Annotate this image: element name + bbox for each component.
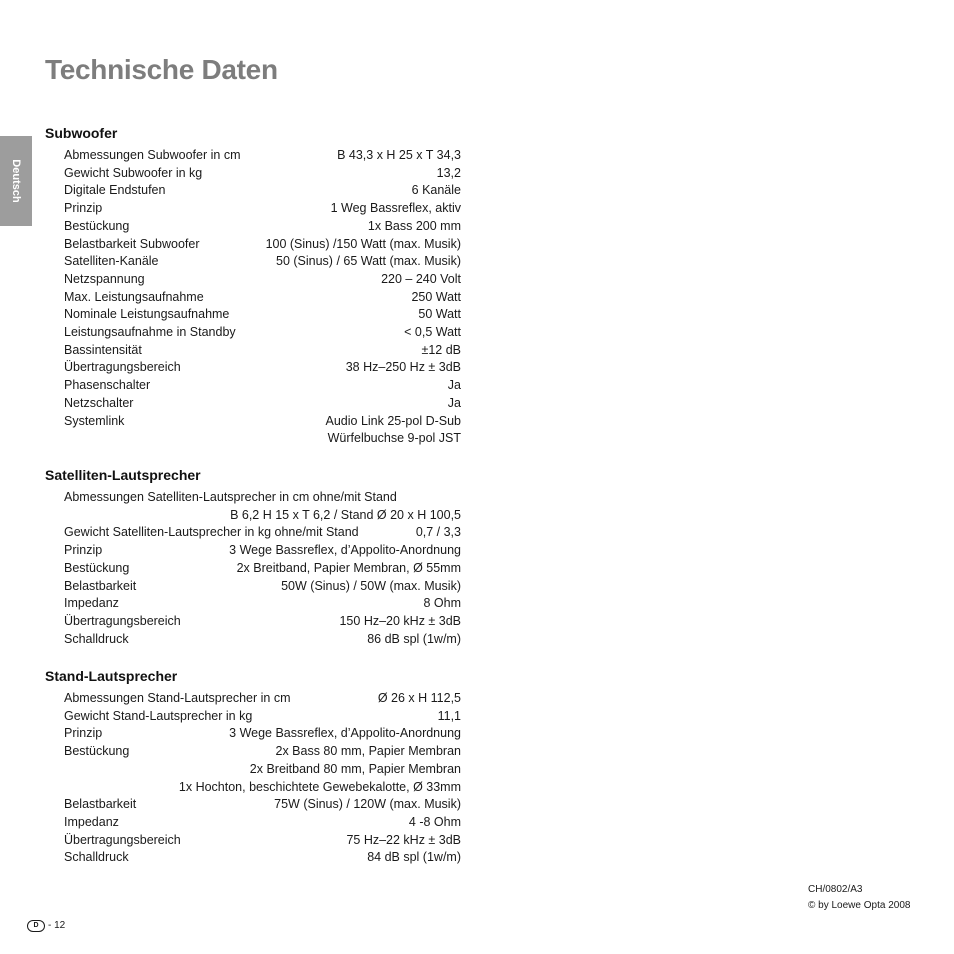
- spec-label: Übertragungsbereich: [64, 832, 181, 847]
- spec-row: [64, 760, 461, 778]
- spec-value: 2x Bass 80 mm, Papier Membran: [275, 744, 461, 759]
- spec-label: Bestückung: [64, 560, 130, 575]
- spec-value: 38 Hz–250 Hz ± 3dB: [345, 360, 461, 375]
- section-heading-satelliten: Satelliten-Lautsprecher: [45, 467, 201, 483]
- spec-row: [64, 506, 461, 524]
- spec-value: 250 Watt: [411, 289, 461, 304]
- spec-value: 2x Breitband 80 mm, Papier Membran: [249, 761, 461, 776]
- spec-row: [64, 541, 461, 559]
- spec-label: Schalldruck: [64, 850, 129, 865]
- spec-label: Max. Leistungsaufnahme: [64, 289, 204, 304]
- spec-row: [64, 689, 461, 707]
- spec-value: 86 dB spl (1w/m): [367, 631, 461, 646]
- spec-row: [64, 594, 461, 612]
- spec-row: [64, 577, 461, 595]
- spec-row: [64, 270, 461, 288]
- spec-value: 1 Weg Bassreflex, aktiv: [330, 201, 461, 216]
- spec-row: [64, 612, 461, 630]
- spec-row: [64, 199, 461, 217]
- spec-value: 75W (Sinus) / 120W (max. Musik): [274, 797, 461, 812]
- spec-value: 50W (Sinus) / 50W (max. Musik): [281, 578, 461, 593]
- language-badge: D: [27, 920, 45, 932]
- spec-value: 50 Watt: [418, 307, 461, 322]
- spec-value: Audio Link 25-pol D-Sub: [325, 413, 461, 428]
- spec-row: [64, 164, 461, 182]
- spec-row: [64, 848, 461, 866]
- page-title: Technische Daten: [45, 54, 278, 85]
- spec-value: Ja: [447, 378, 461, 393]
- copyright-line: © by Loewe Opta 2008: [808, 900, 911, 911]
- spec-row: [64, 146, 461, 164]
- document-code: [808, 882, 910, 914]
- section-heading-stand: Stand-Lautsprecher: [45, 668, 178, 684]
- spec-row: [64, 559, 461, 577]
- spec-label: Belastbarkeit: [64, 797, 137, 812]
- spec-row: [64, 358, 461, 376]
- spec-label: Leistungsaufnahme in Standby: [64, 325, 236, 339]
- spec-label: Abmessungen Stand-Lautsprecher in cm: [64, 691, 291, 705]
- spec-value: ±12 dB: [421, 342, 461, 357]
- spec-row: [64, 394, 461, 412]
- spec-value: 100 (Sinus) /150 Watt (max. Musik): [265, 236, 461, 251]
- spec-label: Gewicht Stand-Lautsprecher in kg: [64, 708, 253, 723]
- spec-row: [64, 742, 461, 760]
- spec-label: Bestückung: [64, 218, 130, 233]
- spec-row: [64, 341, 461, 359]
- spec-value: 50 (Sinus) / 65 Watt (max. Musik): [276, 254, 461, 269]
- spec-label: Bassintensität: [64, 342, 142, 357]
- spec-row: [64, 724, 461, 742]
- spec-label: Belastbarkeit: [64, 578, 137, 593]
- spec-label: Systemlink: [64, 413, 125, 428]
- spec-row: [64, 217, 461, 235]
- spec-row: [64, 412, 461, 430]
- spec-value: 150 Hz–20 kHz ± 3dB: [339, 613, 461, 628]
- spec-value: Würfelbuchse 9-pol JST: [327, 431, 461, 446]
- spec-value: 220 – 240 Volt: [381, 271, 461, 286]
- spec-label: Netzschalter: [64, 395, 134, 410]
- spec-value: Ø 26 x H 112,5: [377, 691, 461, 705]
- document-code-line: CH/0802/A3: [808, 884, 863, 895]
- language-tab: [0, 136, 32, 226]
- spec-value: 75 Hz–22 kHz ± 3dB: [346, 832, 461, 847]
- spec-label: Impedanz: [64, 814, 119, 829]
- spec-label: Gewicht Subwoofer in kg: [64, 165, 203, 180]
- spec-row: [64, 488, 461, 506]
- language-tab-label: Deutsch: [10, 159, 22, 203]
- spec-value: 1x Bass 200 mm: [367, 218, 461, 233]
- spec-value: Ja: [447, 395, 461, 410]
- spec-value: 13,2: [436, 165, 461, 180]
- spec-label: Schalldruck: [64, 631, 129, 646]
- spec-label: Phasenschalter: [64, 378, 151, 393]
- spec-row: [64, 813, 461, 831]
- spec-label: Impedanz: [64, 596, 119, 611]
- section-heading-subwoofer: Subwoofer: [45, 125, 118, 141]
- spec-label: Nominale Leistungsaufnahme: [64, 307, 230, 322]
- spec-label: Abmessungen Subwoofer in cm: [64, 148, 241, 162]
- spec-value: 0,7 / 3,3: [415, 525, 461, 540]
- spec-label: Abmessungen Satelliten-Lautsprecher in cm ohne/mit Stand: [64, 490, 397, 504]
- spec-row: [64, 252, 461, 270]
- spec-value: < 0,5 Watt: [404, 325, 461, 339]
- spec-row: [64, 795, 461, 813]
- spec-value: B 6,2 H 15 x T 6,2 / Stand Ø 20 x H 100,5: [230, 507, 461, 522]
- spec-row: [64, 831, 461, 849]
- spec-label: Satelliten-Kanäle: [64, 254, 159, 269]
- spec-value: B 43,3 x H 25 x T 34,3: [337, 148, 461, 162]
- spec-label: Gewicht Satelliten-Lautsprecher in kg ohne/mit Stand: [64, 525, 359, 540]
- spec-value: 11,1: [437, 708, 461, 723]
- spec-label: Übertragungsbereich: [64, 613, 181, 628]
- spec-label: Belastbarkeit Subwoofer: [64, 236, 200, 251]
- spec-row: [64, 305, 461, 323]
- spec-value: 3 Wege Bassreflex, d’Appolito-Anordnung: [229, 726, 461, 741]
- spec-value: 8 Ohm: [423, 596, 461, 611]
- spec-row: [64, 523, 461, 541]
- spec-value: 84 dB spl (1w/m): [367, 850, 461, 865]
- spec-row: [64, 778, 461, 796]
- spec-value: 3 Wege Bassreflex, d’Appolito-Anordnung: [229, 543, 461, 558]
- spec-row: [64, 376, 461, 394]
- spec-value: 6 Kanäle: [411, 183, 461, 198]
- spec-label: Bestückung: [64, 744, 130, 759]
- spec-row: [64, 707, 461, 725]
- spec-row: [64, 288, 461, 306]
- spec-row: [64, 429, 461, 447]
- spec-label: Prinzip: [64, 543, 103, 558]
- spec-label: Prinzip: [64, 201, 103, 216]
- spec-row: [64, 181, 461, 199]
- spec-row: [64, 235, 461, 253]
- page-number-text: - 12: [48, 920, 66, 931]
- spec-value: 2x Breitband, Papier Membran, Ø 55mm: [236, 560, 461, 575]
- spec-label: Digitale Endstufen: [64, 183, 166, 198]
- page-number: [27, 919, 65, 933]
- spec-label: Übertragungsbereich: [64, 360, 181, 375]
- spec-row: [64, 323, 461, 341]
- spec-row: [64, 630, 461, 648]
- spec-value: 1x Hochton, beschichtete Gewebekalotte, Ø 33mm: [178, 779, 461, 794]
- spec-value: 4 -8 Ohm: [408, 814, 461, 829]
- spec-label: Prinzip: [64, 726, 103, 741]
- spec-label: Netzspannung: [64, 271, 145, 286]
